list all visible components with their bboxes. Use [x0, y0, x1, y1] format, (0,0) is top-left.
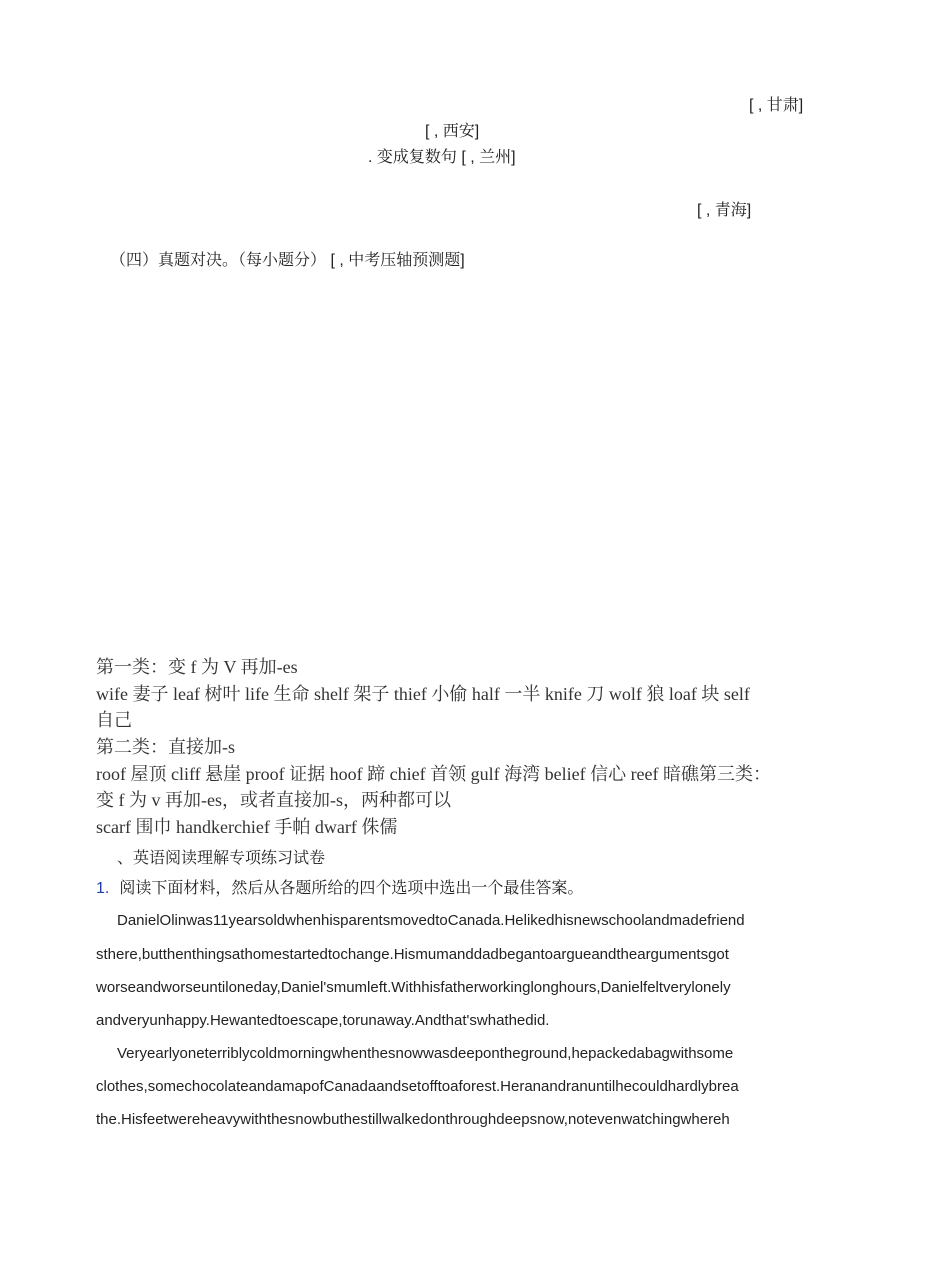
plural-cat1-words-cont: 自己	[96, 710, 132, 730]
plural-cat1-words: wife 妻子 leaf 树叶 life 生命 shelf 架子 thief 小偷 half 一半 knife 刀 wolf 狼 loaf 块 self	[96, 684, 750, 704]
plural-cat2-title: 第二类：直接加-s	[96, 737, 235, 757]
passage-line-1: DanielOlinwas11yearsoldwhenhisparentsmovedtoCanada.Helikedhisnewschoolandmadefriend	[117, 912, 745, 929]
source-tag-qinghai: [ , 青海]	[697, 202, 752, 219]
plural-cat3-title: 变 f 为 v 再加-es，或者直接加-s，两种都可以	[96, 790, 451, 810]
source-tag-lanzhou: . 变成复数句 [ , 兰州]	[368, 149, 516, 166]
passage-line-3: worseandworseuntiloneday,Daniel'smumleft.Withhisfatherworkinglonghours,Danielfeltverylonely	[96, 979, 731, 996]
passage-line-7: the.Hisfeetwereheavywiththesnowbuthestillwalkedonthroughdeepsnow,notevenwatchingwhereh	[96, 1111, 730, 1128]
plural-cat1-title: 第一类：变 f 为 V 再加-es	[96, 657, 298, 677]
section-four-heading: （四）真题对决。（每小题分） [ , 中考压轴预测题]	[110, 252, 465, 269]
plural-cat2-words: roof 屋顶 cliff 悬崖 proof 证据 hoof 蹄 chief 首领 gulf 海湾 belief 信心 reef 暗礁第三类：	[96, 764, 772, 784]
source-tag-xian: [ , 西安]	[425, 123, 480, 140]
source-tag-gansu: [ , 甘肃]	[749, 97, 804, 114]
plural-cat3-words: scarf 围巾 handkerchief 手帕 dwarf 侏儒	[96, 817, 398, 837]
passage-line-4: andveryunhappy.Hewantedtoescape,torunaway.Andthat'swhathedid.	[96, 1012, 550, 1029]
passage-line-2: sthere,butthenthingsathomestartedtochange.Hismumanddadbegantoargueandtheargumentsgot	[96, 946, 729, 963]
exercise-section-title: 、英语阅读理解专项练习试卷	[117, 850, 326, 867]
passage-line-6: clothes,somechocolateandamapofCanadaandsetofftoaforest.Heranandranuntilhecouldhardlybrea	[96, 1078, 739, 1095]
passage-line-5: Veryearlyoneterriblycoldmorningwhenthesnowwasdeepontheground,hepackedabagwithsome	[117, 1045, 734, 1062]
question-1	[96, 875, 583, 898]
question-instruction: 阅读下面材料，然后从各题所给的四个选项中选出一个最佳答案。	[119, 880, 584, 897]
question-number: 1.	[96, 880, 110, 897]
